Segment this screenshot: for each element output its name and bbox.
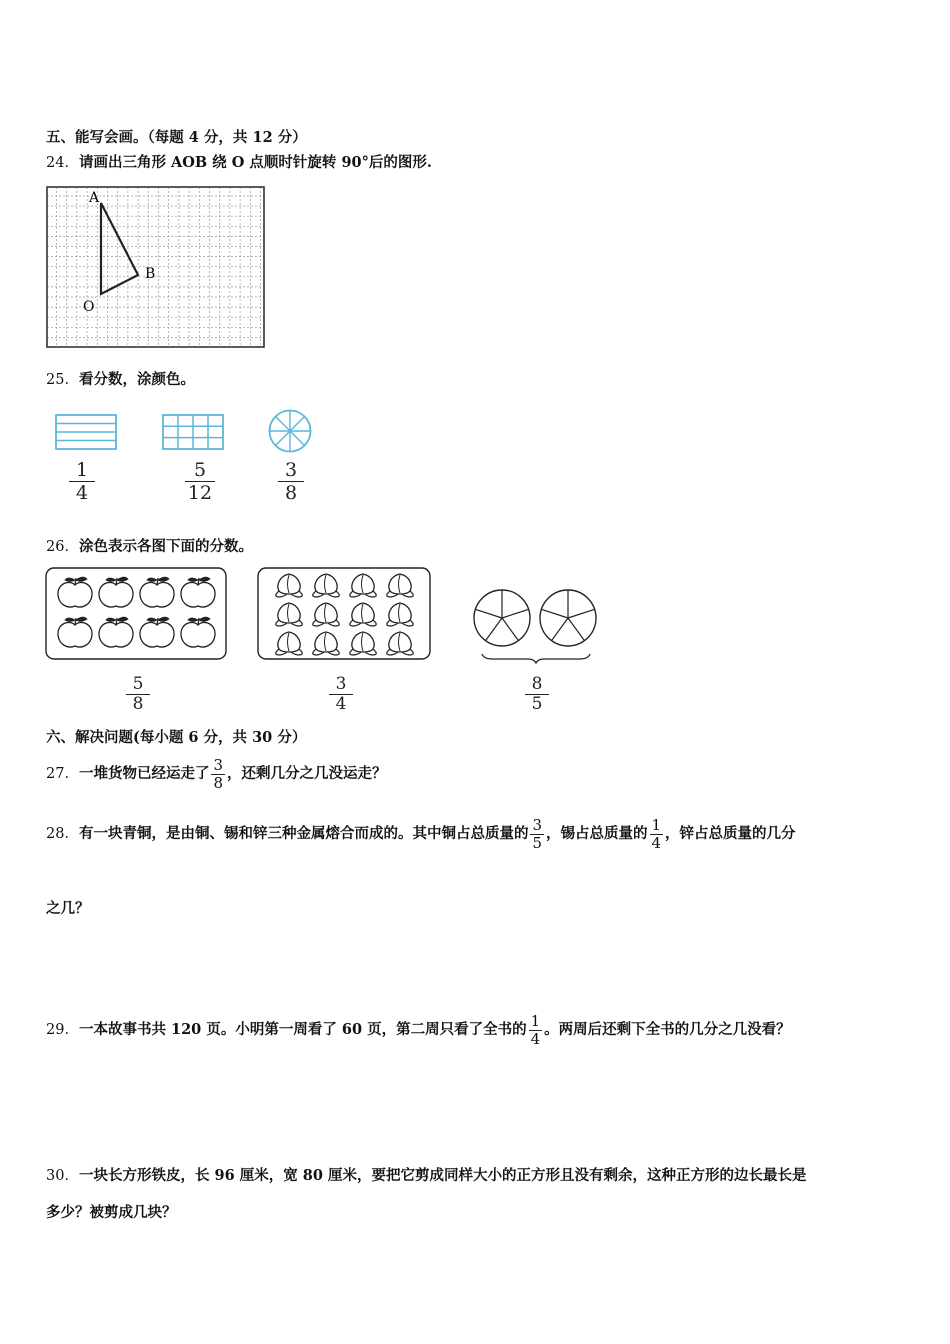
peach-icon bbox=[350, 574, 377, 597]
peach-icon bbox=[276, 574, 303, 597]
four-stripe-rectangle bbox=[55, 414, 117, 450]
five-part-circle bbox=[540, 590, 596, 646]
fraction-three-eighths bbox=[278, 459, 304, 504]
fraction-five-eighths bbox=[126, 675, 150, 714]
peach-icon bbox=[313, 632, 340, 655]
denominator: 5 bbox=[525, 694, 549, 714]
denominator: 8 bbox=[213, 773, 223, 792]
question-number: 24． bbox=[46, 155, 79, 171]
numerator: 5 bbox=[193, 459, 207, 481]
question-number: 27． bbox=[46, 766, 79, 782]
question-number: 25． bbox=[46, 372, 79, 388]
peach-icon bbox=[276, 603, 303, 626]
rotation-grid-figure bbox=[46, 186, 266, 350]
question-number: 29． bbox=[46, 1022, 79, 1038]
point-b-label: B bbox=[145, 266, 156, 282]
denominator: 12 bbox=[185, 481, 215, 504]
two-five-part-circles bbox=[470, 588, 600, 664]
peach-icon bbox=[387, 574, 414, 597]
fraction-one-quarter bbox=[69, 459, 95, 504]
apple-icon bbox=[99, 577, 133, 607]
fraction-three-quarters bbox=[329, 675, 353, 714]
question-24 bbox=[46, 153, 432, 173]
question-30-continued: 多少？被剪成几块？ bbox=[46, 1204, 177, 1221]
apple-icon bbox=[181, 617, 215, 647]
question-28 bbox=[46, 812, 796, 856]
numerator: 3 bbox=[284, 459, 298, 481]
section-6-heading: 六、解决问题(每小题 6 分，共 30 分） bbox=[46, 729, 307, 746]
question-text: 一块长方形铁皮，长 96 厘米，宽 80 厘米，要把它剪成同样大小的正方形且没有剩余，这种正方形的边长最长是 bbox=[78, 1167, 807, 1184]
peach-icon bbox=[350, 603, 377, 626]
apple-icon bbox=[140, 617, 174, 647]
peach-icon bbox=[313, 574, 340, 597]
section-5-heading: 五、能写会画。（每题 4 分，共 12 分） bbox=[46, 129, 307, 146]
numerator: 3 bbox=[532, 815, 542, 834]
peach-icon bbox=[387, 632, 414, 655]
question-number: 28． bbox=[46, 826, 79, 842]
denominator: 4 bbox=[329, 694, 353, 714]
brace bbox=[482, 654, 590, 663]
denominator: 5 bbox=[532, 833, 542, 852]
question-text-end: ，锌占总质量的几分 bbox=[665, 825, 796, 842]
question-27 bbox=[46, 756, 387, 792]
question-text: 看分数，涂颜色。 bbox=[78, 371, 195, 388]
apple-icon bbox=[140, 577, 174, 607]
point-a-label: A bbox=[89, 190, 100, 206]
numerator: 5 bbox=[132, 674, 144, 694]
denominator: 4 bbox=[69, 481, 95, 504]
peach-icon bbox=[350, 632, 377, 655]
question-number: 26． bbox=[46, 539, 79, 555]
triangle-aob bbox=[101, 203, 138, 294]
apple-icon bbox=[58, 617, 92, 647]
five-part-circle bbox=[474, 590, 530, 646]
fraction-five-twelfths bbox=[185, 459, 215, 504]
question-text: 一本故事书共 120 页。小明第一周看了 60 页，第二周只看了全书的 bbox=[78, 1021, 527, 1038]
numerator: 3 bbox=[213, 755, 223, 774]
twelve-cell-rectangle bbox=[162, 414, 224, 450]
question-text: 一堆货物已经运走了 bbox=[78, 765, 210, 782]
grid-lines bbox=[47, 187, 264, 347]
question-28-continued: 之几？ bbox=[46, 900, 90, 917]
question-number: 30． bbox=[46, 1168, 79, 1184]
question-text: 有一块青铜，是由铜、锡和锌三种金属熔合而成的。其中铜占总质量的 bbox=[78, 825, 529, 842]
numerator: 1 bbox=[651, 815, 662, 834]
question-29 bbox=[46, 1008, 791, 1052]
question-26 bbox=[46, 537, 253, 557]
peaches-box bbox=[257, 567, 432, 661]
question-text: 请画出三角形 AOB 绕 O 点顺时针旋转 90°后的图形. bbox=[78, 154, 432, 171]
fraction-three-fifths bbox=[530, 817, 544, 852]
apples-box bbox=[45, 567, 228, 661]
question-text-mid: ，锡占总质量的 bbox=[546, 825, 648, 842]
denominator: 4 bbox=[651, 833, 662, 852]
fraction-three-eighths bbox=[211, 757, 225, 792]
eight-sector-circle bbox=[268, 409, 312, 453]
point-o-label: O bbox=[83, 299, 95, 315]
apple-icon bbox=[58, 577, 92, 607]
denominator: 4 bbox=[530, 1029, 541, 1048]
question-30 bbox=[46, 1166, 807, 1186]
question-text: 涂色表示各图下面的分数。 bbox=[78, 538, 253, 555]
question-text-end: 。两周后还剩下全书的几分之几没看？ bbox=[544, 1021, 791, 1038]
fraction-one-quarter bbox=[650, 817, 664, 852]
question-25 bbox=[46, 370, 195, 390]
denominator: 8 bbox=[126, 694, 150, 714]
numerator: 1 bbox=[75, 459, 89, 481]
peach-icon bbox=[313, 603, 340, 626]
numerator: 3 bbox=[335, 674, 347, 694]
fraction-one-quarter bbox=[529, 1013, 543, 1048]
fraction-eight-fifths bbox=[525, 675, 549, 714]
question-text-end: ，还剩几分之几没运走？ bbox=[227, 765, 387, 782]
apple-icon bbox=[181, 577, 215, 607]
numerator: 8 bbox=[531, 674, 543, 694]
numerator: 1 bbox=[530, 1011, 541, 1030]
peach-icon bbox=[387, 603, 414, 626]
denominator: 8 bbox=[278, 481, 304, 504]
peach-icon bbox=[276, 632, 303, 655]
apple-icon bbox=[99, 617, 133, 647]
